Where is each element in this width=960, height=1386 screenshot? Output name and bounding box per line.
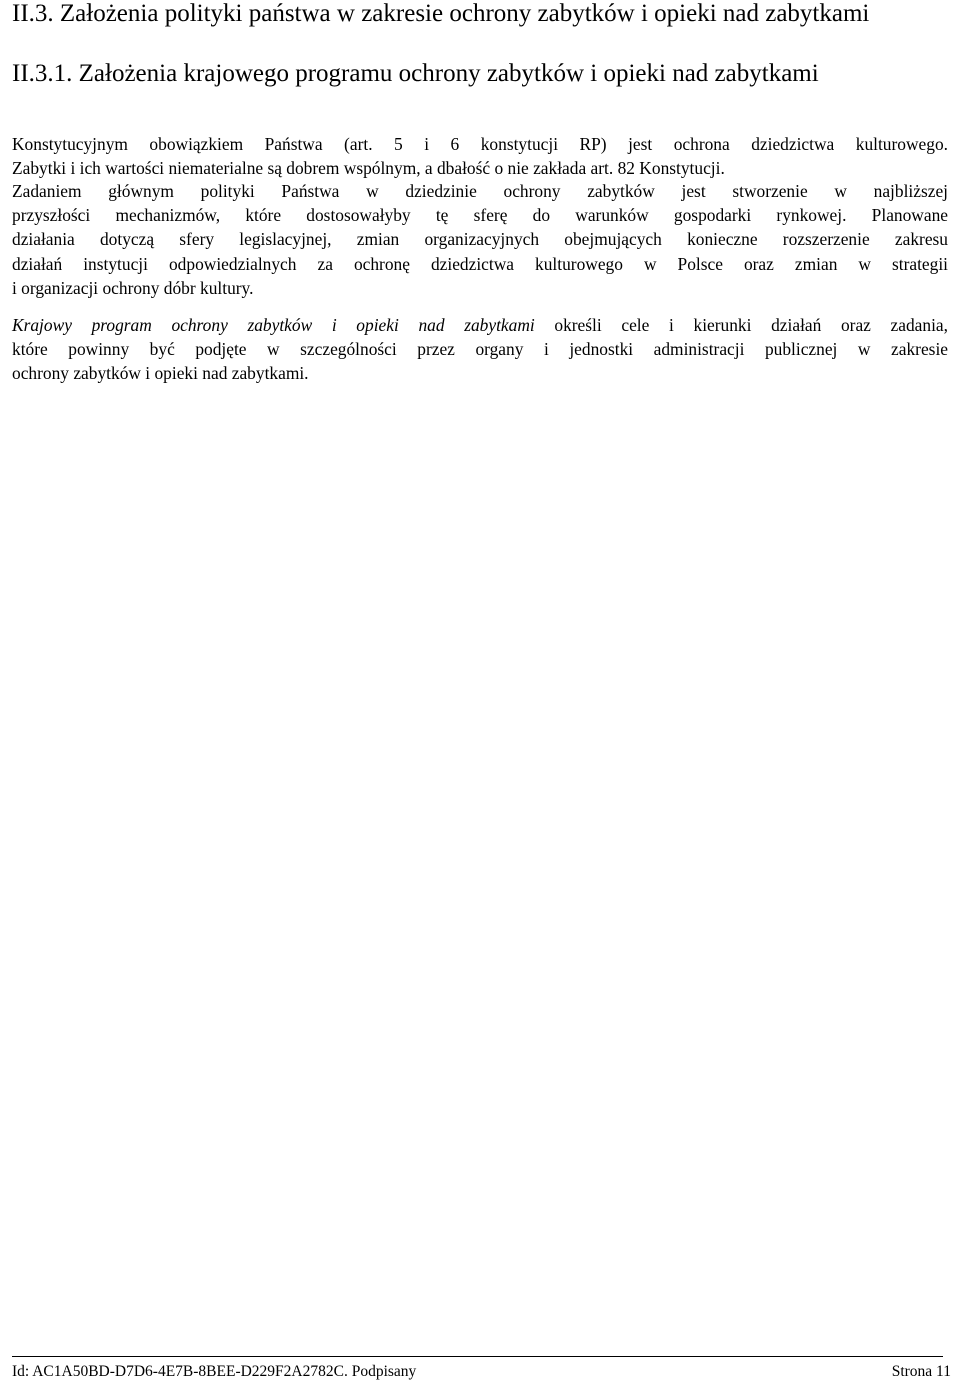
section-heading: II.3. Założenia polityki państwa w zakresie ochrony zabytków i opieki nad zabytkami	[12, 0, 870, 27]
paragraph-line: działań instytucji odpowiedzialnych za ochronę dziedzictwa kulturowego w Polsce oraz zmian w strategii	[12, 253, 948, 274]
paragraph-line	[12, 313, 948, 337]
paragraph-line: Zadaniem głównym polityki Państwa w dziedzinie ochrony zabytków jest stworzenie w najbliższej	[12, 181, 948, 201]
paragraph-national-program	[12, 313, 948, 386]
paragraph-line: Konstytucyjnym obowiązkiem Państwa (art. 5 i 6 konstytucji RP) jest ochrona dziedzictwa kulturowego.	[12, 134, 948, 154]
paragraph-constitution	[12, 132, 948, 180]
paragraph-line: działania dotyczą sfery legislacyjnej, zmian organizacyjnych obejmujących konieczne rozszerzenie zakresu	[12, 229, 948, 250]
paragraph-line: i organizacji ochrony dóbr kultury.	[12, 277, 254, 298]
subsection-heading: II.3.1. Założenia krajowego programu ochrony zabytków i opieki nad zabytkami	[12, 60, 819, 87]
paragraph-line-rest: określi cele i kierunki działań oraz zadania,	[534, 315, 948, 335]
paragraph-policy-goal	[12, 179, 948, 300]
footer-divider	[12, 1356, 943, 1357]
page-number: Strona 11	[891, 1363, 951, 1380]
paragraph-line: które powinny być podjęte w szczególności przez organy i jednostki administracji publicznej w zakresie	[12, 339, 948, 360]
paragraph-line: Zabytki i ich wartości niematerialne są dobrem wspólnym, a dbałość o nie zakłada art. 82 Konstytucji.	[12, 158, 725, 179]
paragraph-line: przyszłości mechanizmów, które dostosowałyby tę sferę do warunków gospodarki rynkowej. Planowane	[12, 205, 948, 226]
program-title: Krajowy program ochrony zabytków i opieki nad zabytkami	[12, 315, 535, 335]
paragraph-line: ochrony zabytków i opieki nad zabytkami.	[12, 363, 309, 384]
document-id: Id: AC1A50BD-D7D6-4E7B-8BEE-D229F2A2782C. Podpisany	[12, 1363, 417, 1380]
